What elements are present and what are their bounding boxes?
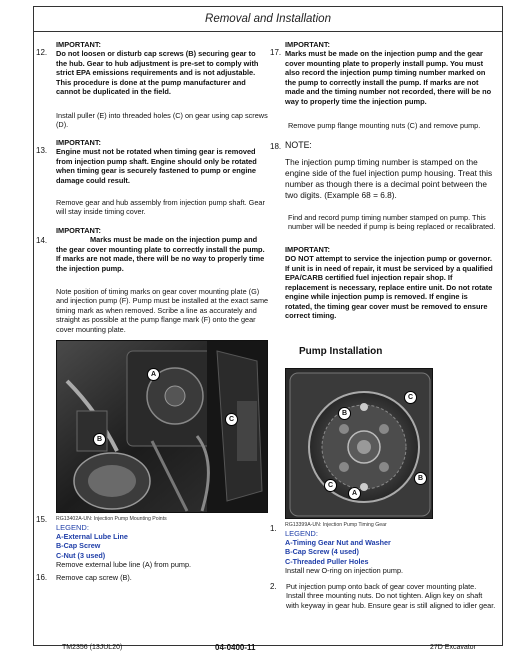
note-text: The injection pump timing number is stamped on the engine side of the fuel injection pump housing. Treat this number as though there is a decimal point between the two digits. (Example 68 = 6.8). bbox=[285, 157, 493, 201]
step-number-2: 2. bbox=[270, 582, 277, 591]
callout-b-top: B bbox=[338, 407, 351, 420]
step-number-16: 16. bbox=[36, 573, 48, 582]
figure-1-caption bbox=[56, 516, 271, 569]
injection-pump-photo bbox=[56, 340, 268, 513]
important-text: Marks must be made on the injection pump and the gear cover mounting plate to correctly install the pump. If marks are not made, there will be no way to properly time the injection pump. bbox=[56, 235, 265, 273]
step-17-instruction: Remove pump flange mounting nuts (C) and remove pump. bbox=[288, 121, 481, 130]
important-text: Do not loosen or disturb cap screws (B) securing gear to the hub. Gear to hub adjustment is pre-set to comply with strict EPA emissions requirements and is not adjustable. This procedure is done at the pump manufacturer and cannot be duplicated in the field. bbox=[56, 49, 259, 97]
step-18-block bbox=[285, 140, 495, 201]
step-18-instruction: Find and record pump timing number stamped on pump. This number will be needed if pump is being replaced or recalibrated. bbox=[288, 213, 496, 232]
important-label: IMPORTANT: bbox=[56, 138, 102, 147]
callout-b-right: B bbox=[414, 472, 427, 485]
step-17-block bbox=[285, 40, 495, 106]
step-number-18: 18. bbox=[270, 142, 282, 151]
figure-2-caption bbox=[285, 522, 495, 575]
step-number-1: 1. bbox=[270, 524, 277, 533]
footer-model: 27D Excavator bbox=[430, 644, 476, 651]
step-number-15: 15. bbox=[36, 515, 48, 524]
step-number-13: 13. bbox=[36, 146, 48, 155]
header-divider bbox=[34, 31, 502, 32]
footer-doc-id: TM2356 (13JUL20) bbox=[62, 644, 123, 651]
callout-a: A bbox=[147, 368, 160, 381]
page-title: Removal and Installation bbox=[205, 13, 331, 25]
legend-item: C-Threaded Puller Holes bbox=[285, 556, 369, 566]
step-13-block bbox=[56, 138, 266, 185]
step-13-instruction: Remove gear and hub assembly from injection pump shaft. Gear will stay inside timing cover. bbox=[56, 198, 265, 217]
step-16-instruction: Remove cap screw (B). bbox=[56, 573, 132, 582]
callout-a: A bbox=[348, 487, 361, 500]
step-14-instruction: Note position of timing marks on gear cover mounting plate (G) and injection pump (F). Pump must be installed at the exact same timing mark as when removed. Scribe a line as accurately and straight as possible at the pump flange mark (F) onto the gear cover mounting plate. bbox=[56, 287, 269, 334]
legend-item: A-Timing Gear Nut and Washer bbox=[285, 538, 391, 548]
legend-item: A-External Lube Line bbox=[56, 532, 128, 542]
legend-item: B-Cap Screw (4 used) bbox=[285, 547, 359, 557]
legend-heading: LEGEND: bbox=[56, 522, 89, 532]
timing-gear-photo bbox=[285, 368, 433, 519]
important-text: DO NOT attempt to service the injection pump or governor. If unit is in need of repair, it must be serviced by a qualified EPA/CARB certified fuel injection repair shop. If replacement is necessary, replace entire unit. Do not rotate engine while injection pump is removed. If engine is rotated, the timing gear cover must be removed to ensure correct timing. bbox=[285, 254, 493, 321]
section-heading: Pump Installation bbox=[299, 346, 383, 357]
legend-item: B-Cap Screw bbox=[56, 541, 101, 551]
important-label: IMPORTANT: bbox=[285, 40, 331, 49]
figure-ref: RG13399A-UN: Injection Pump Timing Gear bbox=[285, 522, 387, 528]
callout-c: C bbox=[225, 413, 238, 426]
important-label: IMPORTANT: bbox=[285, 245, 331, 254]
step-12-instruction: Install puller (E) into threaded holes (C) on gear using cap screws (D). bbox=[56, 111, 268, 130]
step-1-instruction: Install new O-ring on injection pump. bbox=[285, 565, 404, 575]
engine-photo-illustration bbox=[57, 341, 268, 513]
step-number-12: 12. bbox=[36, 48, 48, 57]
callout-c-bottom: C bbox=[324, 479, 337, 492]
figure-ref: RG13402A-UN: Injection Pump Mounting Points bbox=[56, 516, 167, 522]
step-14-block bbox=[56, 226, 266, 273]
footer-page-number: 04-0400-11 bbox=[215, 643, 256, 652]
legend-item: C-Nut (3 used) bbox=[56, 550, 106, 560]
important-label: IMPORTANT: bbox=[56, 226, 102, 235]
important-text: Engine must not be rotated when timing gear is removed from injection pump shaft. Engine should only be rotated when timing gear is securely fastened to pump or engine damage could result. bbox=[56, 147, 257, 185]
callout-c-top: C bbox=[404, 391, 417, 404]
legend-heading: LEGEND: bbox=[285, 528, 318, 538]
important-text: Marks must be made on the injection pump and the gear cover mounting plate to properly install pump. You must also record the injection pump timing number marked on the pump to correctly install the pump. If marks are not made and the timing number not recorded, there will be no way to properly time the injection pump. bbox=[285, 49, 492, 106]
step-15-instruction: Remove external lube line (A) from pump. bbox=[56, 559, 192, 569]
step-12-block bbox=[56, 40, 266, 97]
important-label: IMPORTANT: bbox=[56, 40, 102, 49]
step-18-important bbox=[285, 245, 495, 321]
step-2-instruction: Put injection pump onto back of gear cover mounting plate. Install three mounting nuts. Do not tighten. Align key on shaft with keyway in gear hub. Ensure gear is still aligned to idler gear. bbox=[286, 582, 496, 610]
callout-b: B bbox=[93, 433, 106, 446]
step-number-14: 14. bbox=[36, 236, 48, 245]
step-number-17: 17. bbox=[270, 48, 282, 57]
note-label: NOTE: bbox=[285, 140, 312, 150]
